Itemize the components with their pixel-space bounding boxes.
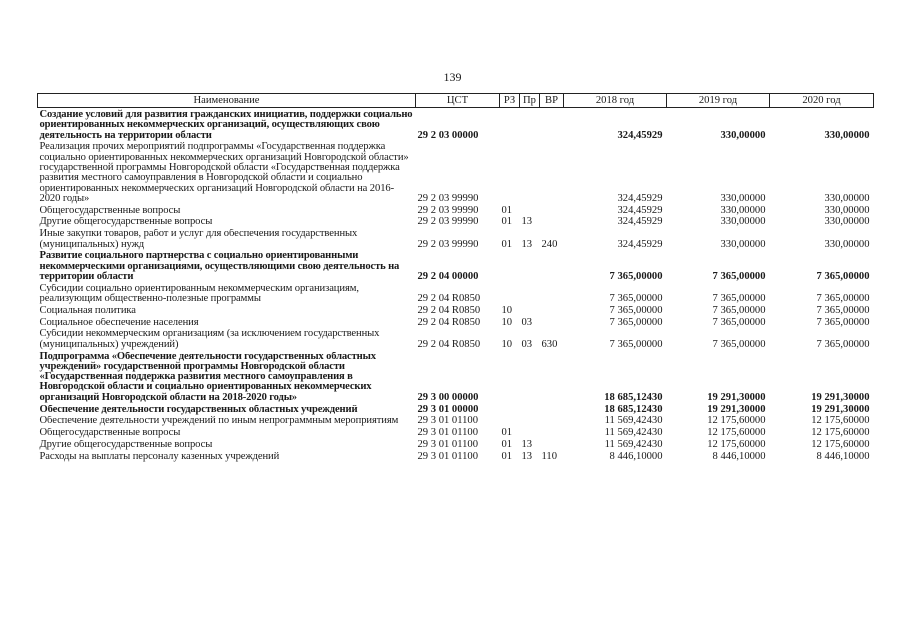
cell-pr bbox=[520, 108, 540, 143]
budget-table bbox=[37, 93, 874, 464]
cell-name: Другие общегосударственные вопросы bbox=[39, 439, 213, 450]
header-rz: РЗ bbox=[500, 94, 520, 108]
cell-rz: 10 bbox=[501, 317, 513, 328]
table-row bbox=[38, 108, 874, 143]
table-row bbox=[38, 142, 874, 205]
cell-name: Социальное обеспечение населения bbox=[39, 317, 199, 328]
cell-cst: 29 2 04 R0850 bbox=[417, 317, 481, 328]
cell-2020: 7 365,00000 bbox=[816, 293, 870, 305]
cell-name: Субсидии социально ориентированным некоммерческим организациям, реализующим общественно-полезные программы bbox=[39, 283, 359, 305]
cell-pr: 13 bbox=[521, 439, 533, 450]
cell-2018: 324,45929 bbox=[617, 192, 663, 204]
cell-cst: 29 3 01 01100 bbox=[417, 428, 479, 439]
cell-2019: 19 291,30000 bbox=[707, 404, 766, 415]
cell-pr bbox=[520, 284, 540, 306]
page-number: 139 bbox=[443, 70, 462, 84]
cell-pr bbox=[520, 306, 540, 318]
cell-pr: 13 bbox=[521, 217, 533, 228]
cell-pr bbox=[520, 416, 540, 428]
cell-2018: 324,45929 bbox=[617, 217, 663, 228]
cell-2018: 7 365,00000 bbox=[609, 317, 663, 328]
cell-name: Создание условий для развития гражданских инициатив, поддержки социально ориентированных некоммерческих организаций, осуществляющих свою деятельность на территории области bbox=[39, 109, 413, 141]
cell-2019: 8 446,10000 bbox=[712, 451, 766, 462]
cell-2020: 19 291,30000 bbox=[811, 404, 870, 415]
cell-vr bbox=[540, 440, 564, 452]
cell-name: Субсидии некоммерческим организациям (за исключением государственных (муниципальных) учреждений) bbox=[39, 329, 380, 350]
cell-2019: 7 365,00000 bbox=[712, 270, 766, 282]
cell-pr bbox=[520, 428, 540, 440]
cell-2019: 330,00000 bbox=[720, 205, 766, 216]
cell-2019: 19 291,30000 bbox=[707, 391, 766, 403]
cell-2018: 11 569,42430 bbox=[604, 439, 663, 450]
cell-2019: 12 175,60000 bbox=[707, 416, 766, 427]
cell-vr bbox=[540, 416, 564, 428]
cell-vr bbox=[540, 217, 564, 229]
table-row bbox=[38, 229, 874, 251]
cell-rz bbox=[500, 142, 520, 205]
cell-2019: 12 175,60000 bbox=[707, 428, 766, 439]
table-row bbox=[38, 352, 874, 405]
cell-2018: 18 685,12430 bbox=[604, 391, 663, 403]
cell-2018: 7 365,00000 bbox=[609, 338, 663, 350]
cell-pr: 03 bbox=[521, 338, 533, 350]
cell-2019: 7 365,00000 bbox=[712, 317, 766, 328]
cell-name: Обеспечение деятельности учреждений по иным непрограммным мероприятиям bbox=[39, 416, 399, 427]
header-2019: 2019 год bbox=[667, 94, 770, 108]
cell-cst: 29 2 03 99990 bbox=[417, 205, 479, 216]
table-header bbox=[38, 94, 874, 108]
header-cst: ЦСТ bbox=[416, 94, 500, 108]
cell-2020: 330,00000 bbox=[824, 192, 870, 204]
cell-2018: 11 569,42430 bbox=[604, 416, 663, 427]
cell-2020: 330,00000 bbox=[824, 205, 870, 216]
cell-pr: 03 bbox=[521, 317, 533, 328]
cell-pr: 13 bbox=[521, 451, 533, 462]
header-name: Наименование bbox=[38, 94, 416, 108]
cell-rz: 01 bbox=[501, 238, 513, 250]
cell-2019: 330,00000 bbox=[720, 238, 766, 250]
cell-2020: 7 365,00000 bbox=[816, 270, 870, 282]
cell-2018: 7 365,00000 bbox=[609, 293, 663, 305]
cell-cst: 29 3 01 01100 bbox=[417, 416, 479, 427]
cell-2020: 330,00000 bbox=[824, 238, 870, 250]
cell-2018: 18 685,12430 bbox=[604, 404, 663, 415]
cell-rz: 01 bbox=[501, 205, 513, 216]
cell-pr bbox=[520, 352, 540, 405]
cell-rz bbox=[500, 405, 520, 417]
cell-vr bbox=[540, 206, 564, 218]
cell-vr bbox=[540, 142, 564, 205]
cell-cst: 29 2 04 R0850 bbox=[417, 338, 481, 350]
cell-2018: 7 365,00000 bbox=[609, 270, 663, 282]
cell-rz bbox=[500, 416, 520, 428]
cell-name: Обеспечение деятельности государственных областных учреждений bbox=[39, 404, 358, 415]
cell-cst: 29 3 00 00000 bbox=[417, 391, 479, 403]
cell-rz: 10 bbox=[501, 338, 513, 350]
cell-cst: 29 2 03 00000 bbox=[417, 129, 479, 141]
cell-2020: 19 291,30000 bbox=[811, 391, 870, 403]
cell-2018: 324,45929 bbox=[617, 205, 663, 216]
cell-cst: 29 2 04 R0850 bbox=[417, 305, 481, 316]
table-row bbox=[38, 284, 874, 306]
cell-vr: 240 bbox=[541, 238, 558, 250]
cell-cst: 29 2 04 R0850 bbox=[417, 293, 481, 305]
cell-2019: 7 365,00000 bbox=[712, 293, 766, 305]
table-row bbox=[38, 452, 874, 464]
table-row bbox=[38, 416, 874, 428]
cell-rz: 01 bbox=[501, 439, 513, 450]
cell-pr: 13 bbox=[521, 238, 533, 250]
cell-vr bbox=[540, 352, 564, 405]
cell-2019: 12 175,60000 bbox=[707, 439, 766, 450]
cell-2019: 7 365,00000 bbox=[712, 305, 766, 316]
header-2020: 2020 год bbox=[770, 94, 874, 108]
table-row bbox=[38, 428, 874, 440]
cell-name: Социальная политика bbox=[39, 305, 136, 316]
table-row bbox=[38, 405, 874, 417]
cell-2020: 7 365,00000 bbox=[816, 317, 870, 328]
cell-2020: 8 446,10000 bbox=[816, 451, 870, 462]
header-2018: 2018 год bbox=[564, 94, 667, 108]
cell-name: Общегосударственные вопросы bbox=[39, 428, 181, 439]
table-row bbox=[38, 251, 874, 283]
cell-cst: 29 2 03 99990 bbox=[417, 192, 479, 204]
cell-name: Реализация прочих мероприятий подпрограммы «Государственная поддержка социально ориентированных некоммерческих организаций Новгородской области» государственной программы Новгородской области «Государственная поддержка развития местного самоуправления в Новгородской области и социально ориентированных некоммерческих организаций Новгородской области на 2016-2020 годы» bbox=[39, 142, 409, 204]
table-row bbox=[38, 206, 874, 218]
cell-rz bbox=[500, 108, 520, 143]
cell-2020: 12 175,60000 bbox=[811, 428, 870, 439]
cell-cst: 29 3 01 00000 bbox=[417, 404, 479, 415]
cell-cst: 29 2 04 00000 bbox=[417, 270, 479, 282]
cell-vr bbox=[540, 251, 564, 283]
cell-rz bbox=[500, 251, 520, 283]
table-row bbox=[38, 440, 874, 452]
cell-rz bbox=[500, 284, 520, 306]
cell-name: Расходы на выплаты персоналу казенных учреждений bbox=[39, 451, 280, 462]
table-row bbox=[38, 217, 874, 229]
table-row bbox=[38, 306, 874, 318]
cell-2020: 330,00000 bbox=[824, 217, 870, 228]
cell-rz: 01 bbox=[501, 428, 513, 439]
cell-name: Другие общегосударственные вопросы bbox=[39, 217, 213, 228]
cell-2019: 7 365,00000 bbox=[712, 338, 766, 350]
cell-2018: 11 569,42430 bbox=[604, 428, 663, 439]
cell-rz: 01 bbox=[501, 451, 513, 462]
table-row bbox=[38, 318, 874, 330]
cell-cst: 29 3 01 01100 bbox=[417, 439, 479, 450]
cell-2018: 7 365,00000 bbox=[609, 305, 663, 316]
cell-vr bbox=[540, 428, 564, 440]
cell-name: Подпрограмма «Обеспечение деятельности государственных областных учреждений» государственной программы Новгородской области «Государственная поддержка развития местного самоуправления в Новгородской области и социально ориентированных некоммерческих организаций Новгородской области на 2018-2020 годы» bbox=[39, 351, 376, 403]
cell-2018: 8 446,10000 bbox=[609, 451, 663, 462]
cell-2019: 330,00000 bbox=[720, 129, 766, 141]
cell-2019: 330,00000 bbox=[720, 217, 766, 228]
header-pr: Пр bbox=[520, 94, 540, 108]
cell-rz: 10 bbox=[501, 305, 513, 316]
cell-rz bbox=[500, 352, 520, 405]
cell-pr bbox=[520, 142, 540, 205]
cell-2020: 12 175,60000 bbox=[811, 439, 870, 450]
cell-vr bbox=[540, 284, 564, 306]
cell-rz: 01 bbox=[501, 217, 513, 228]
cell-vr bbox=[540, 306, 564, 318]
cell-2020: 7 365,00000 bbox=[816, 338, 870, 350]
cell-2020: 7 365,00000 bbox=[816, 305, 870, 316]
header-row bbox=[38, 94, 874, 108]
cell-name: Развитие социального партнерства с социально ориентированными некоммерческими организациями, осуществляющими свою деятельность на территории области bbox=[39, 251, 400, 282]
cell-cst: 29 3 01 01100 bbox=[417, 451, 479, 462]
cell-vr bbox=[540, 318, 564, 330]
cell-vr bbox=[540, 108, 564, 143]
table-body bbox=[38, 108, 874, 464]
cell-name: Общегосударственные вопросы bbox=[39, 205, 181, 216]
cell-2020: 12 175,60000 bbox=[811, 416, 870, 427]
cell-2018: 324,45929 bbox=[617, 238, 663, 250]
header-vr: ВР bbox=[540, 94, 564, 108]
cell-vr: 630 bbox=[541, 338, 558, 350]
cell-2018: 324,45929 bbox=[617, 129, 663, 141]
cell-pr bbox=[520, 206, 540, 218]
cell-2020: 330,00000 bbox=[824, 129, 870, 141]
cell-cst: 29 2 03 99990 bbox=[417, 238, 479, 250]
table-row bbox=[38, 329, 874, 351]
cell-name: Иные закупки товаров, работ и услуг для обеспечения государственных (муниципальных) нужд bbox=[39, 229, 358, 250]
cell-2019: 330,00000 bbox=[720, 192, 766, 204]
cell-pr bbox=[520, 405, 540, 417]
cell-vr bbox=[540, 405, 564, 417]
cell-cst: 29 2 03 99990 bbox=[417, 217, 479, 228]
cell-vr: 110 bbox=[541, 451, 557, 462]
cell-pr bbox=[520, 251, 540, 283]
